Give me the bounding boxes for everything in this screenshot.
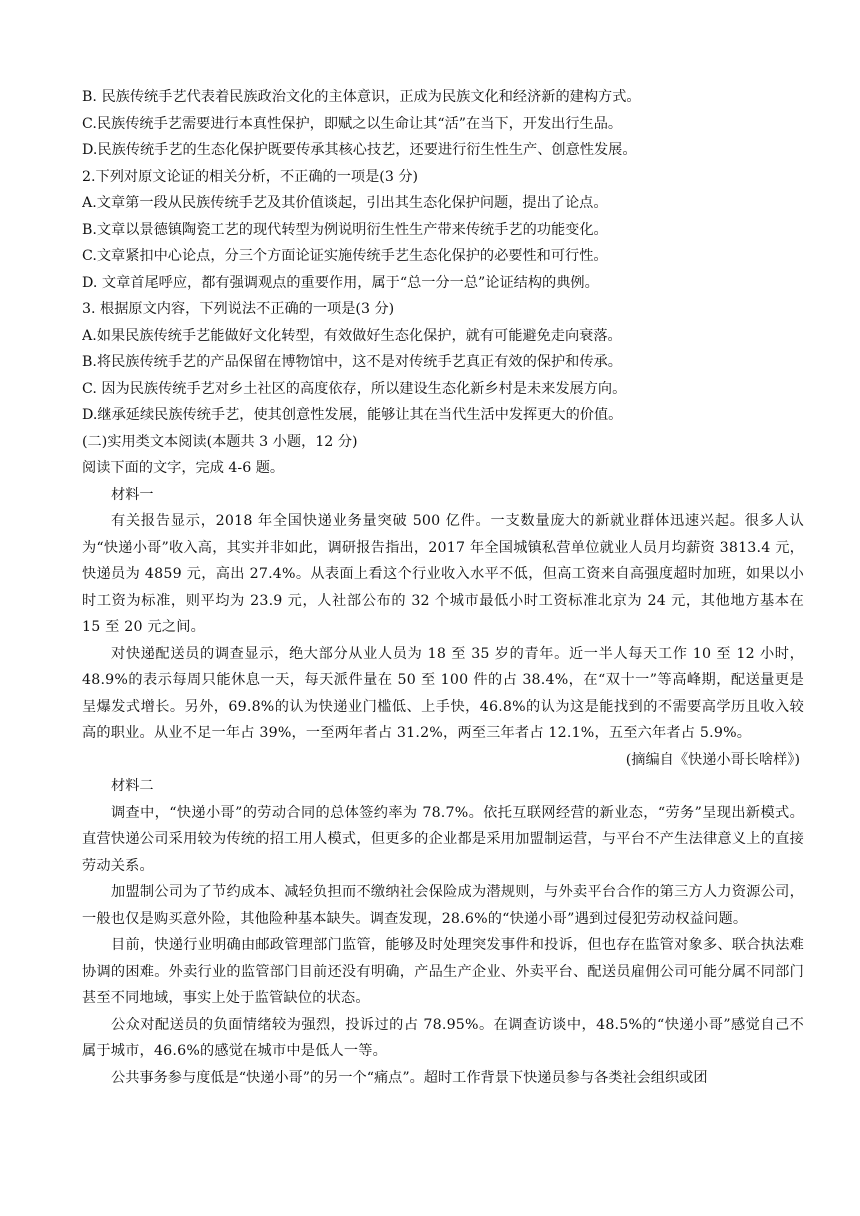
material2-paragraph: 加盟制公司为了节约成本、减轻负担而不缴纳社会保险成为潜规则，与外卖平台合作的第三方人力资源公司，一般也仅是购买意外险，其他险种基本缺失。调查发现，28.6%的“快递小哥”遇到过侵犯劳动权益问题。: [82, 884, 804, 927]
material2-paragraph: 调查中，“快递小哥”的劳动合同的总体签约率为 78.7%。依托互联网经营的新业态，“劳务”呈现出新模式。直营快递公司采用较为传统的招工用人模式，但更多的企业都是采用加盟制运营，与平台不产生法律意义上的直接劳动关系。: [82, 804, 804, 874]
material2-paragraph: 目前，快递行业明确由邮政管理部门监管，能够及时处理突发事件和投诉，但也存在监管对象多、联合执法难协调的困难。外卖行业的监管部门目前还没有明确，产品生产企业、外卖平台、配送员雇佣公司可能分属不同部门甚至不同地域，事实上处于监管缺位的状态。: [82, 937, 804, 1006]
q2-option-c: C.文章紧扣中心论点，分三个方面论证实施传统手艺生态化保护的必要性和可行性。: [82, 248, 608, 264]
q1-option-d: D.民族传统手艺的生态化保护既要传承其核心技艺，还要进行衍生性生产、创意性发展。: [82, 142, 637, 158]
q1-option-b: B. 民族传统手艺代表着民族政治文化的主体意识，正成为民族文化和经济新的建构方式。: [82, 89, 641, 105]
material2-paragraph: 公众对配送员的负面情绪较为强烈，投诉过的占 78.95%。在调查访谈中，48.5%的“快递小哥”感觉自己不属于城市，46.6%的感觉在城市中是低人一等。: [82, 1016, 804, 1059]
section-heading: (二)实用类文本阅读(本题共 3 小题，12 分): [82, 433, 358, 450]
q2-stem: 2.下列对原文论证的相关分析，不正确的一项是(3 分): [82, 168, 419, 185]
material1-paragraph: 对快递配送员的调查显示，绝大部分从业人员为 18 至 35 岁的青年。近一半人每天工作 10 至 12 小时，48.9%的表示每周只能休息一天，每天派件量在 50 至 100 件的占 38.4%，在“双十一”等高峰期，配送量更是呈爆发式增长。另外，69.8%的认为快递业门槛低、上手快，46.8%的认为这是能找到的不需要高学历且收入较高的职业。从业不足一年占 39%，一至两年者占 31.2%，两至三年者占 12.1%，五至六年者占 5.9%。: [82, 645, 804, 741]
material2-paragraph: 公共事务参与度低是“快递小哥”的另一个“痛点”。超时工作背景下快递员参与各类社会组织或团: [111, 1069, 708, 1086]
material2-label: 材料二: [111, 778, 154, 794]
q1-option-c: C.民族传统手艺需要进行本真性保护，即赋之以生命让其“活”在当下，开发出行生品。: [82, 115, 623, 132]
q3-option-c: C. 因为民族传统手艺对乡土社区的高度依存，所以建设生态化新乡村是未来发展方向。: [82, 380, 627, 397]
q3-option-b: B.将民族传统手艺的产品保留在博物馆中，这不是对传统手艺真正有效的保护和传承。: [82, 354, 622, 370]
q2-option-d: D. 文章首尾呼应，都有强调观点的重要作用，属于“总一分一总”论证结构的典例。: [82, 274, 599, 291]
material1-source: (摘编自《快递小哥长啥样》): [625, 751, 800, 768]
q3-stem: 3. 根据原文内容，下列说法不正确的一项是(3 分): [82, 301, 395, 317]
material1-label: 材料一: [111, 486, 154, 503]
q3-option-d: D.继承延续民族传统手艺，使其创意性发展，能够让其在当代生活中发挥更大的价值。: [82, 407, 623, 423]
q3-option-a: A.如果民族传统手艺能做好文化转型，有效做好生态化保护，就有可能避免走向衰落。: [82, 327, 622, 344]
material1-paragraph: 有关报告显示，2018 年全国快递业务量突破 500 亿件。一支数量庞大的新就业群体迅速兴起。很多人认为“快递小哥”收入高，其实并非如此，调研报告指出，2017 年全国城镇私营单位就业人员月均薪资 3813.4 元，快递员为 4859 元，高出 27.4%。从表面上看这个行业收入水平不低，但高工资来自高强度超时加班，如果以小时工资为标准，则平均为 23.9 元，人社部公布的 32 个城市最低小时工资标准北京为 24 元，其他地方基本在 15 至 20 元之间。: [82, 513, 804, 635]
section-instruction: 阅读下面的文字，完成 4-6 题。: [82, 460, 285, 476]
q2-option-b: B.文章以景德镇陶瓷工艺的现代转型为例说明衍生性生产带来传统手艺的功能变化。: [82, 221, 608, 238]
exam-page: [82, 84, 804, 1091]
q2-option-a: A.文章第一段从民族传统手艺及其价值谈起，引出其生态化保护问题，提出了论点。: [82, 195, 608, 211]
